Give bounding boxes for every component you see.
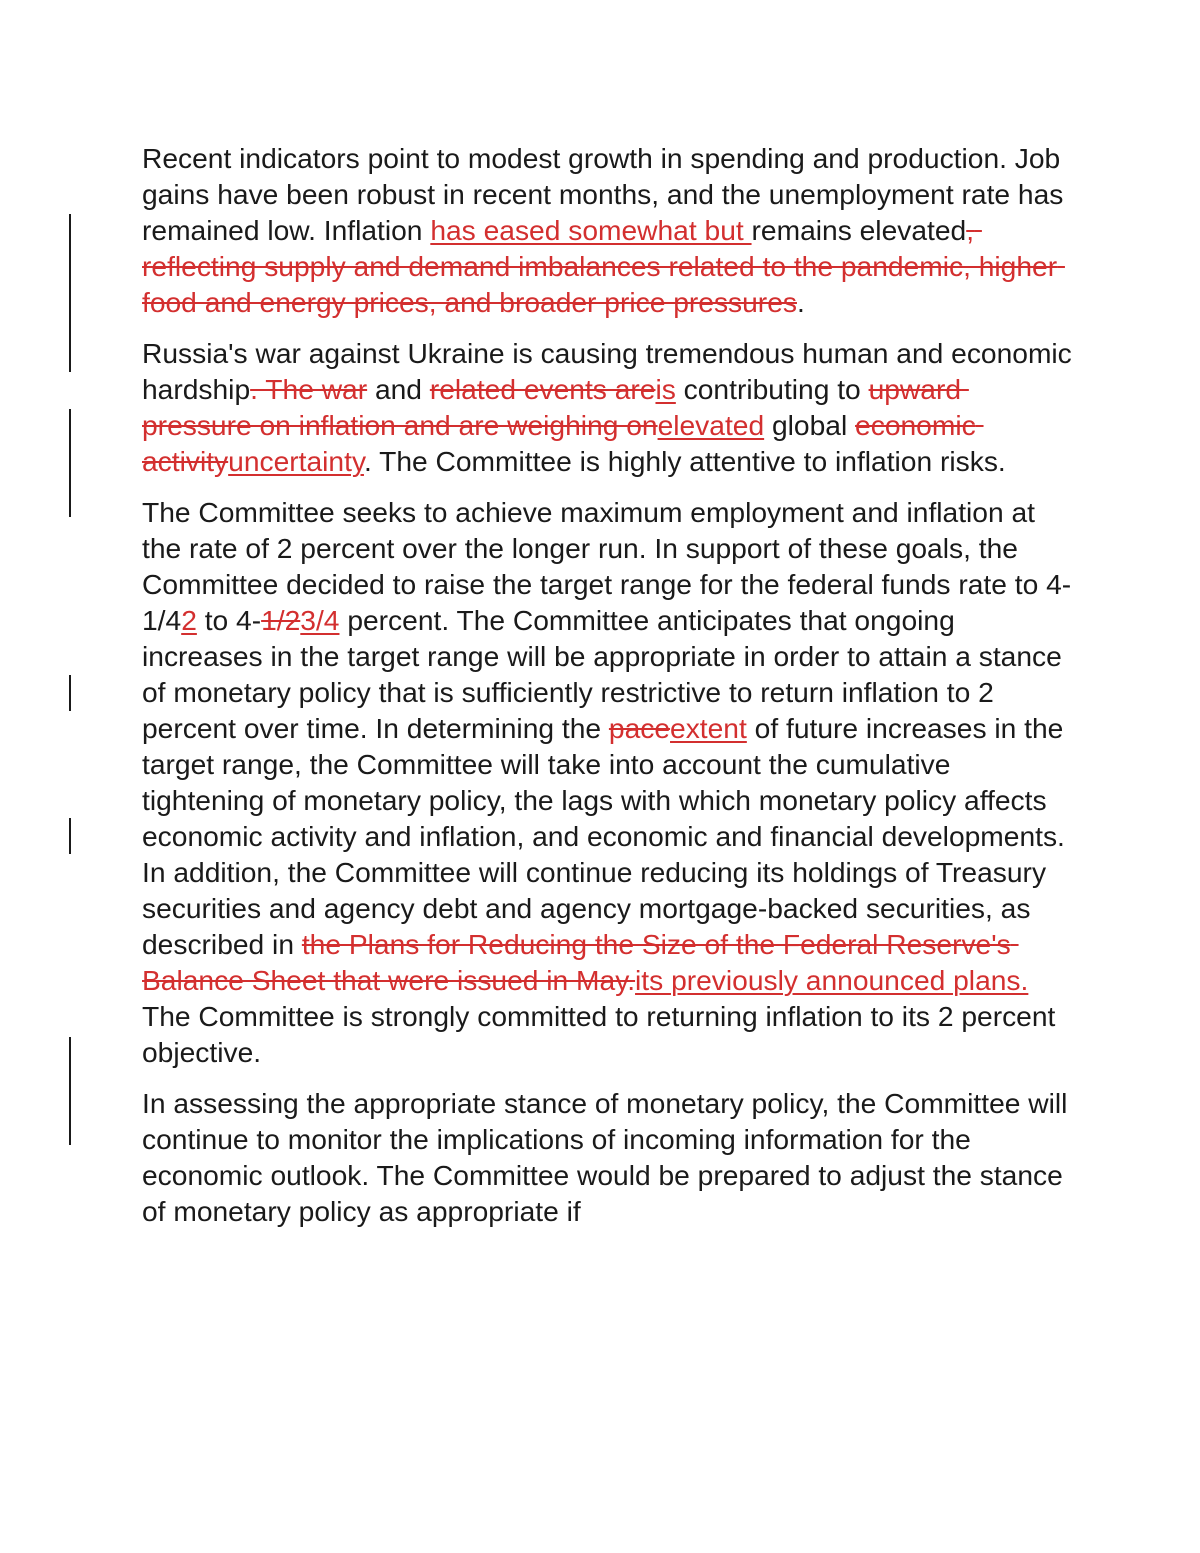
body-text: . The Committee is highly attentive to inflation risks.: [363, 445, 1006, 477]
body-text: The Committee seeks to achieve maximum employment and inflation at the rate of 2 percent over the longer run. In support of these goals, the Committee decided to raise the target range for the federal funds rate to 4-1/4: [142, 496, 1072, 636]
deleted-text: related events are: [429, 373, 656, 405]
inserted-text: is: [655, 373, 676, 405]
change-bar: [69, 1037, 71, 1145]
body-text: In assessing the appropriate stance of monetary policy, the Committee will continue to monitor the implications of incoming information for the economic outlook. The Committee would be prepared to adjust the stance of monetary policy as appropriate if: [142, 1087, 1076, 1227]
inserted-text: elevated: [657, 409, 765, 441]
body-text: Russia's war against Ukraine is causing tremendous human and economic hardship: [142, 337, 1080, 405]
paragraph: [142, 335, 1080, 479]
body-text: The Committee is strongly committed to returning inflation to its 2 percent objective.: [142, 964, 1064, 1068]
body-text: and: [367, 373, 430, 405]
deleted-text: pace: [608, 712, 671, 744]
body-text: global: [764, 409, 856, 441]
inserted-text: its previously announced plans.: [635, 964, 1029, 996]
body-text: percent. The Committee anticipates that ongoing increases in the target range will be appropriate in order to attain a stance of monetary policy that is sufficiently restrictive to return inflation to 2 percent over time. In determining the: [142, 604, 1070, 744]
deleted-text: 1/2: [261, 604, 301, 636]
inserted-text: 2: [181, 604, 197, 636]
inserted-text: 3/4: [300, 604, 340, 636]
body-text: of future increases in the target range, the Committee will take into account the cumulative tightening of monetary policy, the lags with which monetary policy affects economic activity and inflation, and economic and financial developments. In addition, the Committee will continue reducing its holdings of Treasury securities and agency debt and agency mortgage-backed securities, as described in: [142, 712, 1073, 960]
body-text: .: [796, 286, 805, 318]
paragraph: [142, 140, 1072, 320]
deleted-text: , reflecting supply and demand imbalances related to the pandemic, higher food and energy prices, and broader price pressures: [142, 214, 1065, 318]
change-bar: [69, 675, 71, 711]
body-text: remains elevated: [751, 214, 967, 246]
document-body: [142, 140, 1080, 1244]
body-text: Recent indicators point to modest growth in spending and production. Job gains have been robust in recent months, and the unemployment rate has remained low. Inflation: [142, 142, 1072, 246]
change-bar: [69, 818, 71, 854]
deleted-text: . The war: [250, 373, 368, 405]
change-bar: [69, 409, 71, 517]
body-text: to 4-: [196, 604, 262, 636]
deleted-text: upward pressure on inflation and are weighing on: [142, 373, 969, 441]
deleted-text: the Plans for Reducing the Size of the Federal Reserve's Balance Sheet that were issued in May.: [142, 928, 1019, 996]
paragraph: [142, 1085, 1076, 1229]
body-text: contributing to: [675, 373, 869, 405]
change-bar: [69, 214, 71, 372]
deleted-text: economic activity: [142, 409, 984, 477]
paragraph: [142, 494, 1072, 1070]
inserted-text: uncertainty: [228, 445, 364, 477]
inserted-text: has eased somewhat but: [430, 214, 752, 246]
inserted-text: extent: [670, 712, 747, 744]
